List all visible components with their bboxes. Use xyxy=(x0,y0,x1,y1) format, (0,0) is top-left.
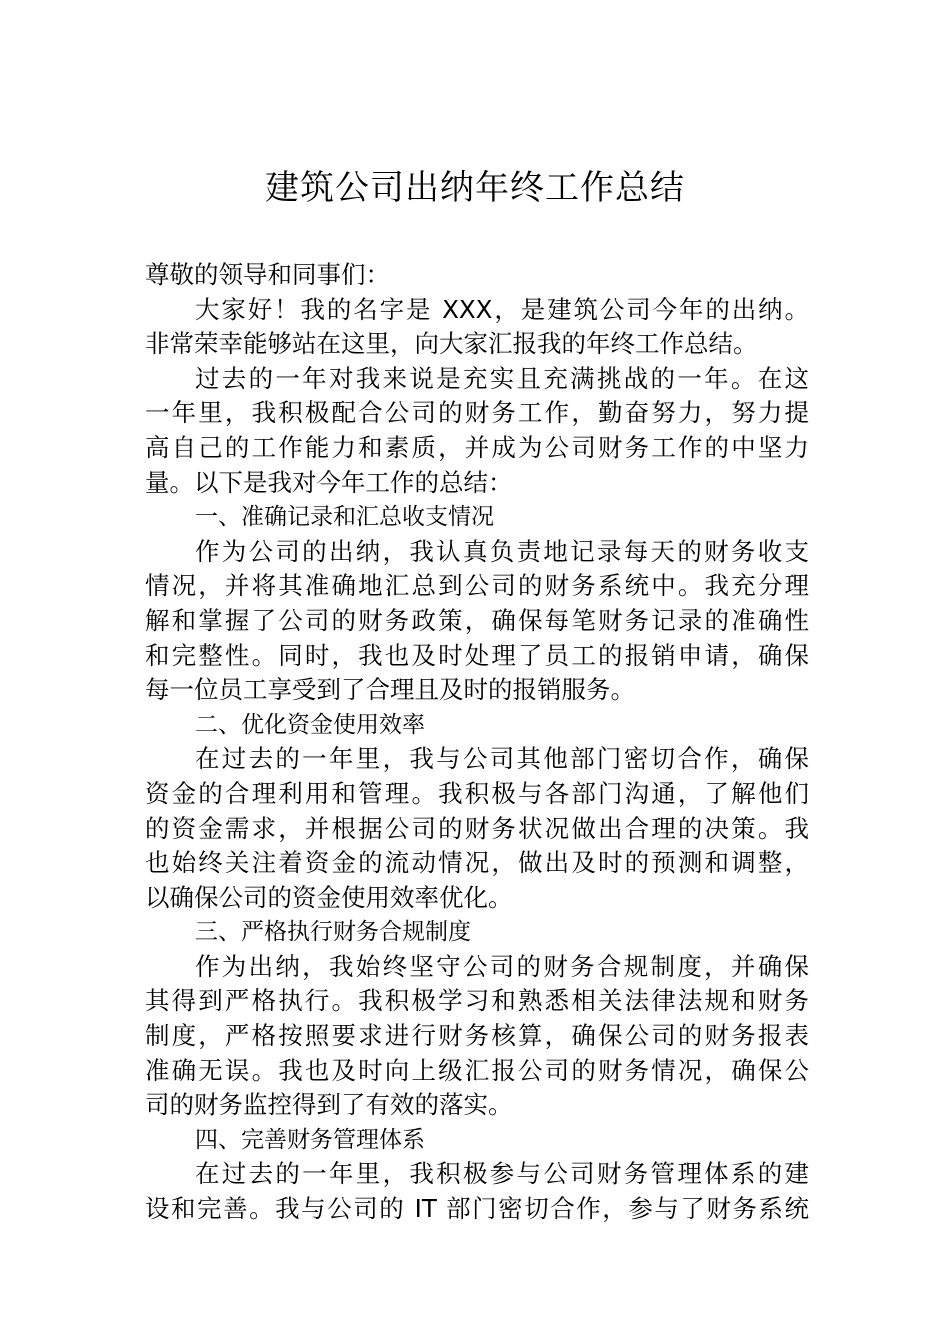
section-heading: 一、准确记录和汇总收支情况 xyxy=(195,504,494,531)
text-line: 情况，并将其准确地汇总到公司的财务系统中。我充分理 xyxy=(145,571,809,601)
document-title: 建筑公司出纳年终工作总结 xyxy=(265,168,685,208)
text-line: 量。以下是我对今年工作的总结： xyxy=(145,467,513,497)
text-line: 和完整性。同时，我也及时处理了员工的报销申请，确保 xyxy=(145,640,809,670)
text-line: 司的财务监控得到了有效的落实。 xyxy=(145,1090,513,1120)
text-line: 大家好！我的名字是 XXX，是建筑公司今年的出纳。 xyxy=(195,294,809,324)
section-heading: 三、严格执行财务合规制度 xyxy=(195,919,471,946)
text-line: 在过去的一年里，我与公司其他部门密切合作，确保 xyxy=(195,744,809,774)
text-line: 准确无误。我也及时向上级汇报公司的财务情况，确保公 xyxy=(145,1055,809,1085)
text-line: 每一位员工享受到了合理且及时的报销服务。 xyxy=(145,675,635,705)
text-line: 制度，严格按照要求进行财务核算，确保公司的财务报表 xyxy=(145,1021,809,1051)
text-line: 也始终关注着资金的流动情况，做出及时的预测和调整， xyxy=(145,848,809,878)
section-heading: 四、完善财务管理体系 xyxy=(195,1126,425,1153)
text-line: 解和掌握了公司的财务政策，确保每笔财务记录的准确性 xyxy=(145,605,809,635)
text-line: 作为出纳，我始终坚守公司的财务合规制度，并确保 xyxy=(195,951,809,981)
text-line: 其得到严格执行。我积极学习和熟悉相关法律法规和财务 xyxy=(145,986,809,1016)
document-body xyxy=(145,258,809,1227)
text-line: 设和完善。我与公司的 IT 部门密切合作，参与了财务系统 xyxy=(145,1194,809,1224)
text-line: 资金的合理利用和管理。我积极与各部门沟通，了解他们 xyxy=(145,778,809,808)
text-line: 的资金需求，并根据公司的财务状况做出合理的决策。我 xyxy=(145,813,809,843)
text-line: 过去的一年对我来说是充实且充满挑战的一年。在这 xyxy=(195,363,809,393)
section-heading: 二、优化资金使用效率 xyxy=(195,711,425,738)
text-line: 以确保公司的资金使用效率优化。 xyxy=(145,882,513,912)
text-line: 在过去的一年里，我积极参与公司财务管理体系的建 xyxy=(195,1159,809,1189)
text-line: 作为公司的出纳，我认真负责地记录每天的财务收支 xyxy=(195,536,809,566)
text-line: 一年里，我积极配合公司的财务工作，勤奋努力，努力提 xyxy=(145,398,809,428)
text-line: 高自己的工作能力和素质，并成为公司财务工作的中坚力 xyxy=(145,432,809,462)
text-line: 尊敬的领导和同事们： xyxy=(145,260,390,289)
text-line: 非常荣幸能够站在这里，向大家汇报我的年终工作总结。 xyxy=(145,329,758,359)
